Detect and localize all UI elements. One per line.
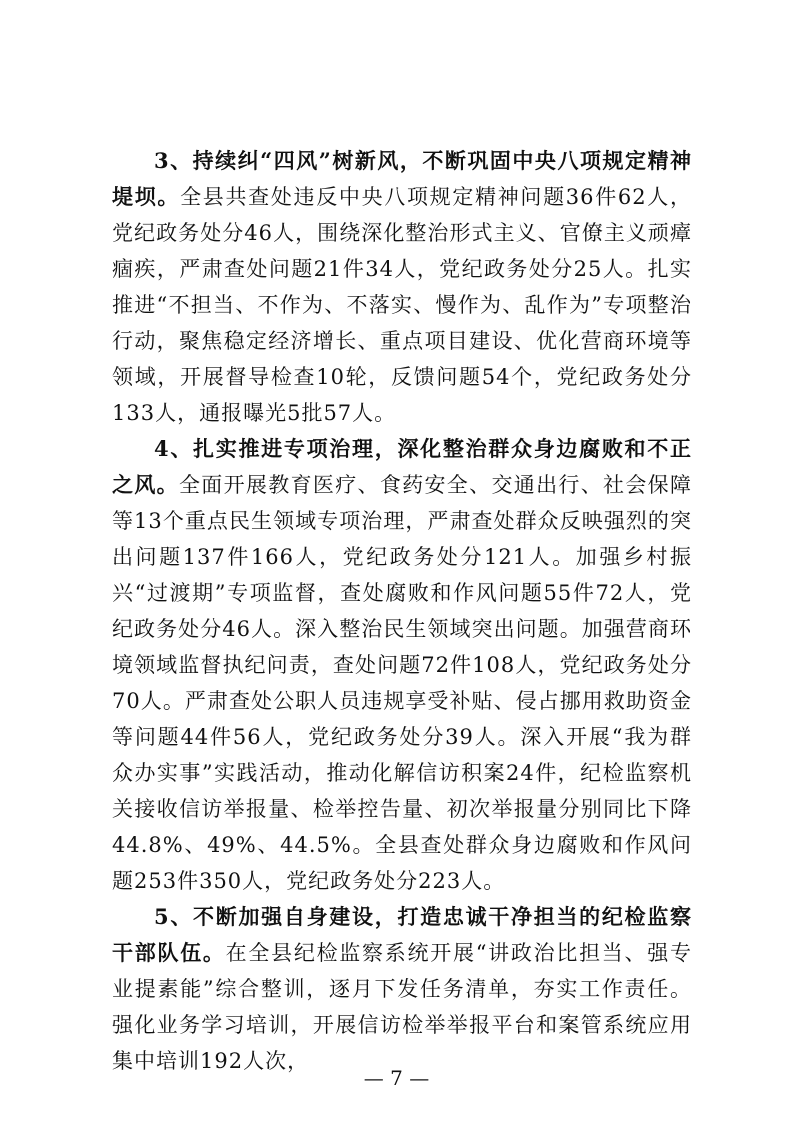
paragraph-5-text: 在全县纪检监察系统开展“讲政治比担当、强专业提素能”综合整训，逐月下发任务清单，夯实工作责任。强化业务学习培训，开展信访检举举报平台和案管系统应用集中培训192人次， (112, 941, 693, 1073)
document-body (112, 143, 692, 1079)
paragraph-4-text: 全面开展教育医疗、食药安全、交通出行、社会保障等13个重点民生领域专项治理，严肃查处群众反映强烈的突出问题137件166人，党纪政务处分121人。加强乡村振兴“过渡期”专项监督，查处腐败和作风问题55件72人，党纪政务处分46人。深入整治民生领域突出问题。加强营商环境领域监督执纪问责，查处问题72件108人，党纪政务处分70人。严肃查处公职人员违规享受补贴、侵占挪用救助资金等问题44件56人，党纪政务处分39人。深入开展“我为群众办实事”实践活动，推动化解信访积案24件，纪检监察机关接收信访举报量、检举控告量、初次举报量分别同比下降44.8%、49%、44.5%。全县查处群众身边腐败和作风问题253件350人，党纪政务处分223人。 (112, 473, 693, 893)
paragraph-3-heading: 3、持续纠“四风”树新风，不断巩固中央八项规定精神堤坝。 (112, 148, 692, 209)
paragraph-3 (112, 143, 692, 431)
paragraph-4-heading: 4、扎实推进专项治理，深化整治群众身边腐败和不正之风。 (112, 436, 692, 497)
paragraph-5-heading: 5、不断加强自身建设，打造忠诚干净担当的纪检监察干部队伍。 (112, 904, 692, 965)
paragraph-3-text: 全县共查处违反中央八项规定精神问题36件62人，党纪政务处分46人，围绕深化整治形式主义、官僚主义顽瘴痼疾，严肃查处问题21件34人，党纪政务处分25人。扎实推进“不担当、不作为、不落实、慢作为、乱作为”专项整治行动，聚焦稳定经济增长、重点项目建设、优化营商环境等领域，开展督导检查10轮，反馈问题54个，党纪政务处分133人，通报曝光5批57人。 (112, 185, 692, 425)
paragraph-5 (112, 899, 692, 1079)
page-number: — 7 — (363, 1066, 430, 1090)
paragraph-4 (112, 431, 692, 899)
